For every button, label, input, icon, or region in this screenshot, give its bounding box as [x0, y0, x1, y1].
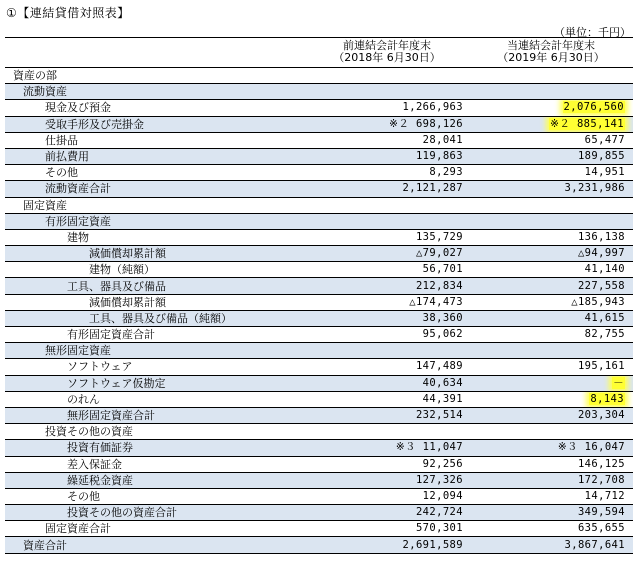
- table-row: [5, 424, 633, 440]
- curr-value-cell: [469, 310, 633, 326]
- table-row: [5, 505, 633, 521]
- table-row: [5, 132, 633, 148]
- curr-value: 2,076,560: [563, 101, 624, 114]
- curr-value-cell: [469, 165, 633, 181]
- row-label: ソフトウェア仮勘定: [5, 375, 305, 391]
- curr-value-cell: [469, 278, 633, 294]
- prev-value: 44,391: [305, 391, 469, 407]
- prev-value: [305, 84, 469, 100]
- table-row: [5, 472, 633, 488]
- curr-value-cell: [469, 213, 633, 229]
- table-row: [5, 197, 633, 213]
- row-label: 受取手形及び売掛金: [5, 116, 305, 132]
- row-label: 流動資産: [5, 84, 305, 100]
- header-curr-period: [469, 38, 633, 68]
- curr-value-cell: [469, 246, 633, 262]
- table-row: [5, 521, 633, 537]
- table-header: [5, 38, 633, 68]
- prev-value: 135,729: [305, 229, 469, 245]
- curr-value: 195,161: [577, 360, 625, 373]
- header-prev-period: [305, 38, 469, 68]
- prev-value: 2,121,287: [305, 181, 469, 197]
- table-row: [5, 213, 633, 229]
- table-row: [5, 165, 633, 181]
- prev-value: 12,094: [305, 488, 469, 504]
- curr-value-cell: [469, 359, 633, 375]
- prev-value: ※２ 698,126: [305, 116, 469, 132]
- curr-value-cell: [469, 521, 633, 537]
- curr-value-cell: [469, 343, 633, 359]
- row-label: 繰延税金資産: [5, 472, 305, 488]
- prev-value: ※３ 11,047: [305, 440, 469, 456]
- curr-value: 146,125: [577, 457, 625, 470]
- prev-value: 40,634: [305, 375, 469, 391]
- prev-value: 2,691,589: [305, 537, 469, 553]
- prev-value: 92,256: [305, 456, 469, 472]
- prev-value: 570,301: [305, 521, 469, 537]
- table-row: [5, 84, 633, 100]
- prev-value: 8,293: [305, 165, 469, 181]
- row-label: 工具、器具及び備品（純額）: [5, 310, 305, 326]
- row-label: 有形固定資産: [5, 213, 305, 229]
- table-row: [5, 488, 633, 504]
- curr-value: △94,997: [577, 247, 625, 260]
- curr-value: －: [613, 376, 624, 389]
- curr-value-cell: [469, 229, 633, 245]
- table-row: [5, 440, 633, 456]
- prev-value: 119,863: [305, 148, 469, 164]
- curr-value: 635,655: [577, 522, 625, 535]
- curr-value: 3,867,641: [564, 538, 625, 551]
- curr-value-cell: [469, 375, 633, 391]
- prev-value: 242,724: [305, 505, 469, 521]
- curr-value-cell: [469, 391, 633, 407]
- page-title: ①【連結貸借対照表】: [6, 6, 130, 20]
- balance-sheet-table: [5, 37, 633, 554]
- table-row: [5, 262, 633, 278]
- curr-value-cell: [469, 472, 633, 488]
- table-row: [5, 537, 633, 553]
- curr-value-cell: [469, 116, 633, 132]
- prev-value: 212,834: [305, 278, 469, 294]
- row-label: 固定資産: [5, 197, 305, 213]
- table-row: [5, 100, 633, 116]
- table-row: [5, 229, 633, 245]
- prev-value: △174,473: [305, 294, 469, 310]
- table-row: [5, 294, 633, 310]
- curr-value-cell: [469, 456, 633, 472]
- curr-value-cell: [469, 84, 633, 100]
- curr-value-cell: [469, 132, 633, 148]
- prev-value: [305, 343, 469, 359]
- row-label: 投資その他の資産合計: [5, 505, 305, 521]
- table-row: [5, 181, 633, 197]
- curr-value: ※２ 885,141: [550, 117, 624, 130]
- row-label: 固定資産合計: [5, 521, 305, 537]
- table-row: [5, 343, 633, 359]
- row-label: 工具、器具及び備品: [5, 278, 305, 294]
- unit-label: （単位：千円）: [554, 26, 631, 39]
- row-label: 減価償却累計額: [5, 246, 305, 262]
- prev-value: 95,062: [305, 327, 469, 343]
- curr-value: 41,140: [584, 263, 625, 276]
- row-label: 建物（純額）: [5, 262, 305, 278]
- row-label: その他: [5, 488, 305, 504]
- row-label: 有形固定資産合計: [5, 327, 305, 343]
- table-row: [5, 246, 633, 262]
- curr-value-cell: [469, 148, 633, 164]
- row-label: 流動資産合計: [5, 181, 305, 197]
- row-label: 資産の部: [5, 68, 305, 84]
- row-label: 投資その他の資産: [5, 424, 305, 440]
- header-prev-line1: 前連結会計年度末: [343, 39, 431, 52]
- curr-value: 203,304: [577, 409, 625, 422]
- row-label: 建物: [5, 229, 305, 245]
- table-row: [5, 391, 633, 407]
- prev-value: [305, 424, 469, 440]
- curr-value-cell: [469, 100, 633, 116]
- row-label: その他: [5, 165, 305, 181]
- table-row: [5, 407, 633, 423]
- row-label: ソフトウェア: [5, 359, 305, 375]
- row-label: 前払費用: [5, 148, 305, 164]
- row-label: 差入保証金: [5, 456, 305, 472]
- curr-value: 172,708: [577, 473, 625, 486]
- curr-value: △185,943: [571, 295, 625, 308]
- row-label: 仕掛品: [5, 132, 305, 148]
- curr-value: 8,143: [590, 392, 624, 405]
- curr-value-cell: [469, 537, 633, 553]
- curr-value-cell: [469, 197, 633, 213]
- prev-value: [305, 197, 469, 213]
- curr-value-cell: [469, 68, 633, 84]
- row-label: 無形固定資産: [5, 343, 305, 359]
- header-label-cell: [5, 38, 305, 68]
- curr-value-cell: [469, 488, 633, 504]
- curr-value-cell: [469, 424, 633, 440]
- prev-value: 28,041: [305, 132, 469, 148]
- table-row: [5, 148, 633, 164]
- curr-value: 14,712: [584, 489, 625, 502]
- curr-value-cell: [469, 327, 633, 343]
- curr-value-cell: [469, 181, 633, 197]
- row-label: 減価償却累計額: [5, 294, 305, 310]
- curr-value-cell: [469, 294, 633, 310]
- header-curr-line2: （2019年 6月30日）: [497, 51, 605, 64]
- prev-value: [305, 68, 469, 84]
- curr-value: 82,755: [584, 328, 625, 341]
- header-prev-line2: （2018年 6月30日）: [333, 51, 441, 64]
- table-row: [5, 116, 633, 132]
- row-label: のれん: [5, 391, 305, 407]
- curr-value: ※３ 16,047: [557, 441, 625, 454]
- prev-value: 56,701: [305, 262, 469, 278]
- row-label: 無形固定資産合計: [5, 407, 305, 423]
- curr-value-cell: [469, 407, 633, 423]
- prev-value: 1,266,963: [305, 100, 469, 116]
- curr-value-cell: [469, 262, 633, 278]
- prev-value: △79,027: [305, 246, 469, 262]
- curr-value: 14,951: [584, 166, 625, 179]
- table-body: [5, 68, 633, 554]
- row-label: 資産合計: [5, 537, 305, 553]
- curr-value: 136,138: [577, 230, 625, 243]
- prev-value: 147,489: [305, 359, 469, 375]
- curr-value-cell: [469, 440, 633, 456]
- curr-value: 41,615: [584, 311, 625, 324]
- header-curr-line1: 当連結会計年度末: [507, 39, 595, 52]
- table-row: [5, 375, 633, 391]
- table-row: [5, 278, 633, 294]
- curr-value-cell: [469, 505, 633, 521]
- curr-value: 3,231,986: [564, 182, 625, 195]
- curr-value: 65,477: [584, 133, 625, 146]
- table-row: [5, 327, 633, 343]
- row-label: 現金及び預金: [5, 100, 305, 116]
- prev-value: [305, 213, 469, 229]
- curr-value: 189,855: [577, 150, 625, 163]
- table-row: [5, 359, 633, 375]
- prev-value: 127,326: [305, 472, 469, 488]
- prev-value: 38,360: [305, 310, 469, 326]
- curr-value: 227,558: [577, 279, 625, 292]
- row-label: 投資有価証券: [5, 440, 305, 456]
- prev-value: 232,514: [305, 407, 469, 423]
- table-row: [5, 456, 633, 472]
- table-row: [5, 68, 633, 84]
- curr-value: 349,594: [577, 506, 625, 519]
- table-row: [5, 310, 633, 326]
